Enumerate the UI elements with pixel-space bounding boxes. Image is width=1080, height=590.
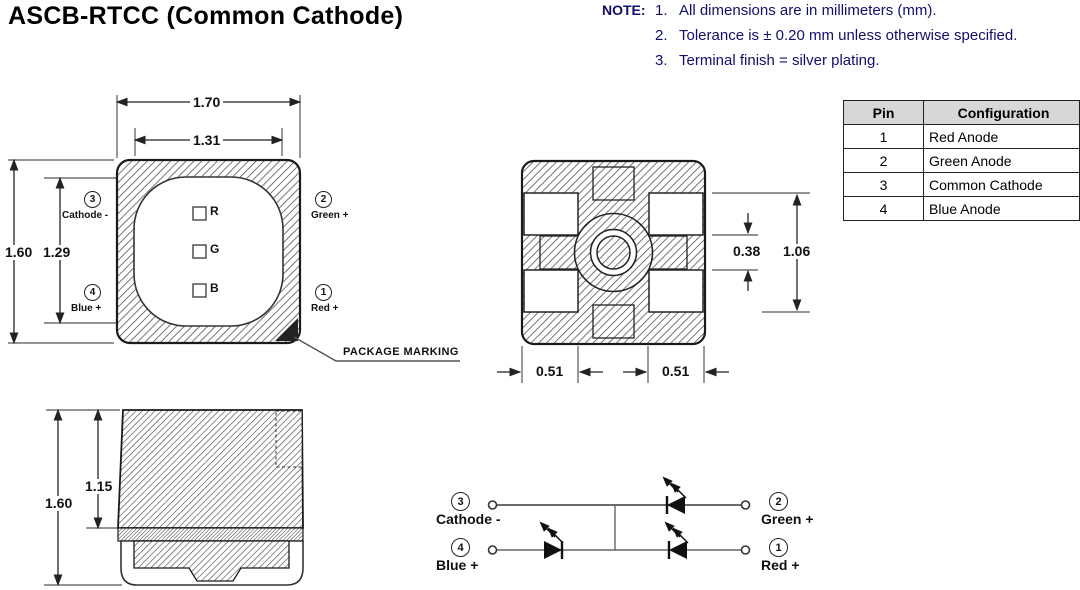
pin4-circle: 4: [84, 284, 101, 301]
note-text: Terminal finish = silver plating.: [679, 52, 880, 69]
note-item: [655, 27, 1017, 44]
corner-marking-region: [276, 411, 302, 467]
pin-config: Green Anode: [924, 149, 1080, 173]
die-label-green: G: [210, 242, 220, 256]
column-header-configuration: Configuration: [924, 101, 1080, 125]
note-number: 3.: [655, 52, 668, 69]
dim-pad-gap: 0.38: [730, 244, 763, 259]
center-thermal-circle: [575, 214, 653, 292]
table-row: [844, 125, 1080, 149]
pin4-label: Blue +: [71, 303, 102, 314]
table-row: [844, 173, 1080, 197]
red-led-symbol: [666, 523, 688, 559]
schematic-pin4-label: Blue +: [436, 557, 479, 573]
notes-label: NOTE:: [602, 2, 646, 18]
dim-pad-width-right: 0.51: [659, 364, 692, 379]
top-view-drawing: [0, 90, 480, 380]
page-title: ASCB-RTCC (Common Cathode): [8, 2, 404, 30]
pin3-label: Cathode -: [62, 210, 109, 221]
dim-pad-width-left: 0.51: [533, 364, 566, 379]
pin-number: 3: [844, 173, 924, 197]
pin-number: 4: [844, 197, 924, 221]
dim-pad-span: 1.06: [780, 244, 813, 259]
schematic-pin3-circle: 3: [451, 492, 470, 511]
pin-number: 1: [844, 125, 924, 149]
package-body-side-view: [118, 410, 303, 528]
pin-config: Common Cathode: [924, 173, 1080, 197]
note-text: Tolerance is ± 0.20 mm unless otherwise specified.: [679, 27, 1018, 44]
schematic-pin4-circle: 4: [451, 538, 470, 557]
lens-window: [134, 177, 283, 326]
dim-total-height: 1.60: [42, 496, 75, 511]
note-number: 2.: [655, 27, 668, 44]
pin2-circle: 2: [315, 191, 332, 208]
pin1-circle: 1: [315, 284, 332, 301]
note-item: [655, 2, 937, 19]
schematic-pin2-circle: 2: [769, 492, 788, 511]
dim-outer-height: 1.60: [2, 245, 35, 260]
dim-outer-width: 1.70: [190, 95, 223, 110]
pin-configuration-table: [843, 100, 1080, 221]
schematic-pin1-circle: 1: [769, 538, 788, 557]
die-label-red: R: [210, 204, 219, 218]
dim-inner-height: 1.29: [40, 245, 73, 260]
green-led-symbol: [664, 478, 686, 514]
dim-inner-width: 1.31: [190, 133, 223, 148]
column-header-pin: Pin: [844, 101, 924, 125]
schematic-pin2-label: Green +: [761, 511, 814, 527]
blue-led-symbol: [541, 523, 563, 559]
note-item: [655, 52, 880, 69]
pin-config: Red Anode: [924, 125, 1080, 149]
pin-config: Blue Anode: [924, 197, 1080, 221]
pin2-label: Green +: [311, 210, 349, 221]
die-label-blue: B: [210, 281, 219, 295]
dim-body-height: 1.15: [82, 479, 115, 494]
note-text: All dimensions are in millimeters (mm).: [679, 2, 937, 19]
schematic-pin3-label: Cathode -: [436, 511, 501, 527]
table-row: [844, 197, 1080, 221]
die-squares: [193, 207, 206, 297]
package-marking-label: PACKAGE MARKING: [343, 346, 459, 358]
schematic-wires: [497, 505, 741, 550]
table-header-row: [844, 101, 1080, 125]
schematic-pin1-label: Red +: [761, 557, 800, 573]
bottom-view-drawing: [490, 150, 840, 395]
pin-number: 2: [844, 149, 924, 173]
pin1-label: Red +: [311, 303, 339, 314]
pin3-circle: 3: [84, 191, 101, 208]
table-row: [844, 149, 1080, 173]
schematic-terminals: [489, 501, 750, 554]
substrate-strip: [118, 528, 303, 541]
note-number: 1.: [655, 2, 668, 19]
